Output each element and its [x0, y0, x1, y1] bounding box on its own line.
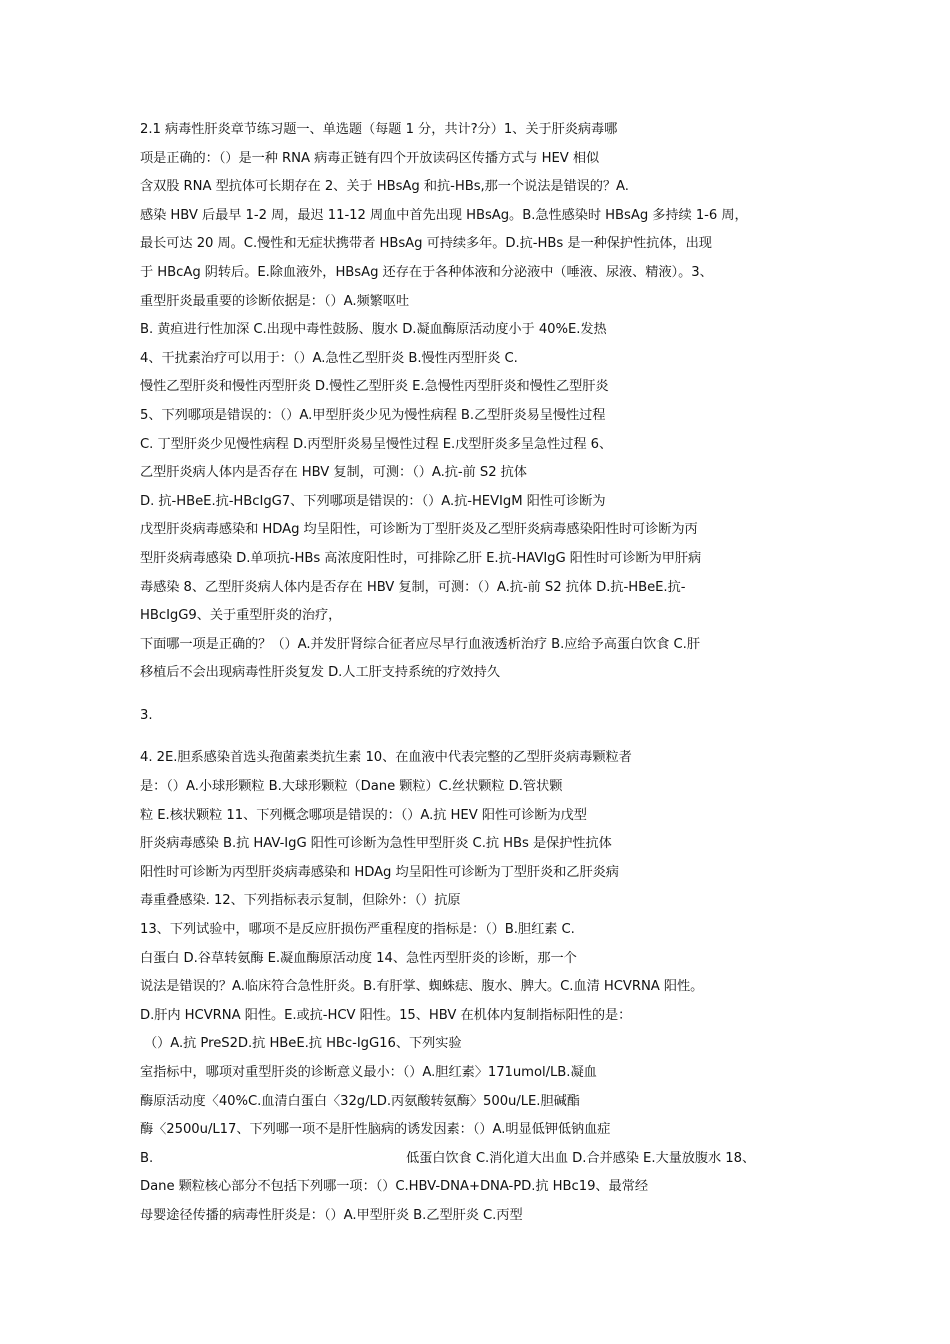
document-body: [140, 116, 830, 1231]
text-line: 移植后不会出现病毒性肝炎复发 D.人工肝支持系统的疗效持久: [140, 665, 500, 681]
text-line: 酶〈2500u/L17、下列哪一项不是肝性脑病的诱发因素：（）A.明显低钾低钠血症: [140, 1122, 611, 1138]
text-line: HBcIgG9、关于重型肝炎的治疗，: [140, 608, 342, 624]
text-line: 4、干扰素治疗可以用于：（）A.急性乙型肝炎 B.慢性丙型肝炎 C.: [140, 350, 518, 366]
text-line: 含双股 RNA 型抗体可长期存在 2、关于 HBsAg 和抗-HBs,那一个说法是错误的？A.: [140, 179, 629, 195]
text-line: 下面哪一项是正确的？（）A.并发肝肾综合征者应尽早行血液透析治疗 B.应给予高蛋白饮食 C.肝: [140, 636, 700, 652]
text-line: Dane 颗粒核心部分不包括下列哪一项：（）C.HBV-DNA+DNA-PD.抗 HBc19、最常经: [140, 1179, 648, 1195]
text-line: 毒感染 8、乙型肝炎病人体内是否存在 HBV 复制，可测：（）A.抗-前 S2 抗体 D.抗-HBeE.抗-: [140, 579, 686, 595]
text-line: 室指标中，哪项对重型肝炎的诊断意义最小：（）A.胆红素〉171umol/LB.凝血: [140, 1065, 597, 1080]
text-line: 肝炎病毒感染 B.抗 HAV-IgG 阳性可诊断为急性甲型肝炎 C.抗 HBs 是保护性抗体: [140, 836, 612, 852]
text-line: 阳性时可诊断为丙型肝炎病毒感染和 HDAg 均呈阳性可诊断为丁型肝炎和乙肝炎病: [140, 864, 619, 880]
option-label: B.: [140, 1150, 154, 1166]
text-line: 5、下列哪项是错误的：（）A.甲型肝炎少见为慢性病程 B.乙型肝炎易呈慢性过程: [140, 407, 606, 423]
text-line: 4. 2E.胆系感染首选头孢菌素类抗生素 10、在血液中代表完整的乙型肝炎病毒颗粒者: [140, 750, 632, 766]
text-line: 粒 E.核状颗粒 11、下列概念哪项是错误的：（）A.抗 HEV 阳性可诊断为戊型: [140, 807, 587, 823]
option-text: 低蛋白饮食 C.消化道大出血 D.合并感染 E.大量放腹水 18、: [406, 1150, 756, 1166]
text-line: 乙型肝炎病人体内是否存在 HBV 复制，可测：（）A.抗-前 S2 抗体: [140, 465, 527, 481]
text-line: 白蛋白 D.谷草转氨酶 E.凝血酶原活动度 14、急性丙型肝炎的诊断，那一个: [140, 950, 577, 966]
text-line: 毒重叠感染. 12、下列指标表示复制，但除外：（）抗原: [140, 893, 461, 909]
text-line: 戊型肝炎病毒感染和 HDAg 均呈阳性，可诊断为丁型肝炎及乙型肝炎病毒感染阳性时可诊断为丙: [140, 522, 698, 538]
text-line: 说法是错误的？A.临床符合急性肝炎。B.有肝掌、蜘蛛痣、腹水、脾大。C.血清 HCVRNA 阳性。: [140, 979, 704, 995]
text-line: （）A.抗 PreS2D.抗 HBeE.抗 HBc-IgG16、下列实验: [144, 1036, 462, 1052]
text-line: D.肝内 HCVRNA 阳性。E.或抗-HCV 阳性。15、HBV 在机体内复制指标阳性的是：: [140, 1007, 632, 1023]
text-line: D. 抗-HBeE.抗-HBcIgG7、下列哪项是错误的：（）A.抗-HEVIgM 阳性可诊断为: [140, 493, 606, 509]
text-line: 慢性乙型肝炎和慢性丙型肝炎 D.慢性乙型肝炎 E.急慢性丙型肝炎和慢性乙型肝炎: [140, 379, 609, 395]
text-line: 型肝炎病毒感染 D.单项抗-HBs 高浓度阳性时，可排除乙肝 E.抗-HAVIgG 阳性时可诊断为甲肝病: [140, 550, 702, 566]
text-line: 13、下列试验中，哪项不是反应肝损伤严重程度的指标是：（）B.胆红素 C.: [140, 922, 575, 938]
text-line: 是：（）A.小球形颗粒 B.大球形颗粒（Dane 颗粒）C.丝状颗粒 D.管状颗: [140, 779, 563, 795]
text-line: 重型肝炎最重要的诊断依据是：（）A.频繁呕吐: [140, 293, 410, 309]
text-line: 感染 HBV 后最早 1-2 周，最迟 11-12 周血中首先出现 HBsAg。B.急性感染时 HBsAg 多持续 1-6 周，: [140, 207, 748, 223]
text-line: B. 黄疸进行性加深 C.出现中毒性鼓肠、腹水 D.凝血酶原活动度小于 40%E.发热: [140, 322, 607, 338]
text-line: 2.1 病毒性肝炎章节练习题一、单选题（每题 1 分，共计?分）1、关于肝炎病毒哪: [140, 122, 618, 137]
text-line: 项是正确的：（）是一种 RNA 病毒正链有四个开放读码区传播方式与 HEV 相似: [140, 150, 600, 166]
text-line: 母婴途径传播的病毒性肝炎是：（）A.甲型肝炎 B.乙型肝炎 C.丙型: [140, 1207, 523, 1223]
text-line: 最长可达 20 周。C.慢性和无症状携带者 HBsAg 可持续多年。D.抗-HBs 是一种保护性抗体，出现: [140, 236, 712, 252]
section-number: 3.: [140, 707, 153, 723]
text-line: 酶原活动度〈40%C.血清白蛋白〈32g/LD.丙氨酸转氨酶〉500u/LE.胆碱酯: [140, 1093, 580, 1109]
text-line: 于 HBcAg 阴转后。E.除血液外，HBsAg 还存在于各种体液和分泌液中（唾液、尿液、精液）。3、: [140, 264, 713, 280]
text-line: C. 丁型肝炎少见慢性病程 D.丙型肝炎易呈慢性过程 E.戊型肝炎多呈急性过程 6、: [140, 436, 613, 452]
text-line-split: [140, 1145, 830, 1174]
